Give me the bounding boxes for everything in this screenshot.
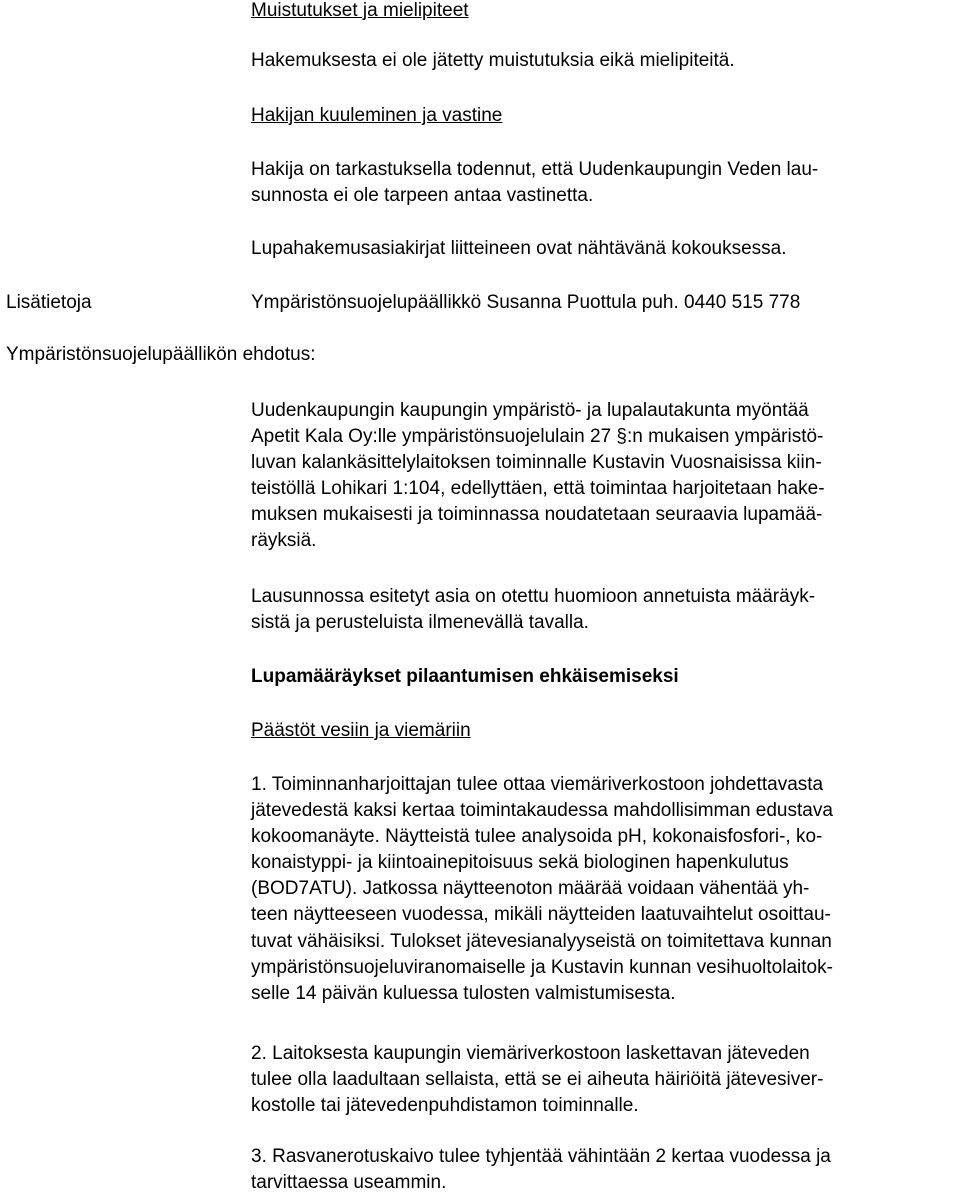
comments-heading: Muistutukset ja mielipiteet: [251, 0, 469, 21]
contact-label: Lisätietoja: [6, 292, 92, 313]
hearing-text: Hakija on tarkastuksella todennut, että Uudenkaupungin Veden lau- sunnosta ei ole tarpeen antaa vastinetta.: [251, 159, 819, 207]
proposal-paragraph-2: Lausunnossa esitetyt asia on otettu huomioon annetuista määräyk- sistä ja perusteluista ilmenevällä tavalla.: [251, 586, 816, 634]
regulation-item-3: 3. Rasvanerotuskaivo tulee tyhjentää vähintään 2 kertaa vuodessa ja tarvittaessa useammin.: [251, 1146, 831, 1194]
regulation-item-2: 2. Laitoksesta kaupungin viemäriverkostoon laskettavan jäteveden tulee olla laadultaan sellaista, että se ei aiheuta häiriöitä jätevesiver- kostolle tai jätevedenpuhdistamon toiminnalle.: [251, 1043, 824, 1117]
regulation-item-1: 1. Toiminnanharjoittajan tulee ottaa viemäriverkostoon johdettavasta jätevedestä kaksi kertaa toimintakaudessa mahdollisimman edustava kokoomanäyte. Näytteistä tulee analysoida pH, kokonaisfosfori-, ko- konaistyppi- ja kiintoainepitoisuus sekä biologinen hapenkulutus (BOD7ATU). Jatkossa näytteenoton määrää voidaan vähentää yh- teen näytteeseen vuodessa, mikäli näytteiden laatuvaihtelut osoittau- tuvat vähäisiksi. Tulokset jätevesianalyyseistä on toimitettava kunnan ympäristönsuojeluviranomaiselle ja Kustavin kunnan vesihuoltolaitok- selle 14 päivän kuluessa tulosten valmistumisesta.: [251, 774, 833, 1004]
hearing-heading: Hakijan kuuleminen ja vastine: [251, 105, 503, 126]
documents-note: Lupahakemusasiakirjat liitteineen ovat nähtävänä kokouksessa.: [251, 238, 787, 259]
comments-text: Hakemuksesta ei ole jätetty muistutuksia eikä mielipiteitä.: [251, 50, 735, 71]
proposal-label: Ympäristönsuojelupäällikön ehdotus:: [6, 344, 316, 365]
regulations-heading: Lupamääräykset pilaantumisen ehkäisemiseksi: [251, 666, 679, 687]
contact-info: Ympäristönsuojelupäällikkö Susanna Puottula puh. 0440 515 778: [251, 292, 801, 313]
proposal-paragraph-1: Uudenkaupungin kaupungin ympäristö- ja lupalautakunta myöntää Apetit Kala Oy:lle ympäristönsuojelulain 27 §:n mukaisen ympäristö- luvan kalankäsittelylaitoksen toiminnalle Kustavin Vuosnaisissa kiin- teistöllä Lohikari 1:104, edellyttäen, että toimintaa harjoitetaan hake- muksen mukaisesti ja toiminnassa noudatetaan seuraavia lupamää- räyksiä.: [251, 400, 825, 552]
discharges-heading: Päästöt vesiin ja viemäriin: [251, 720, 471, 741]
